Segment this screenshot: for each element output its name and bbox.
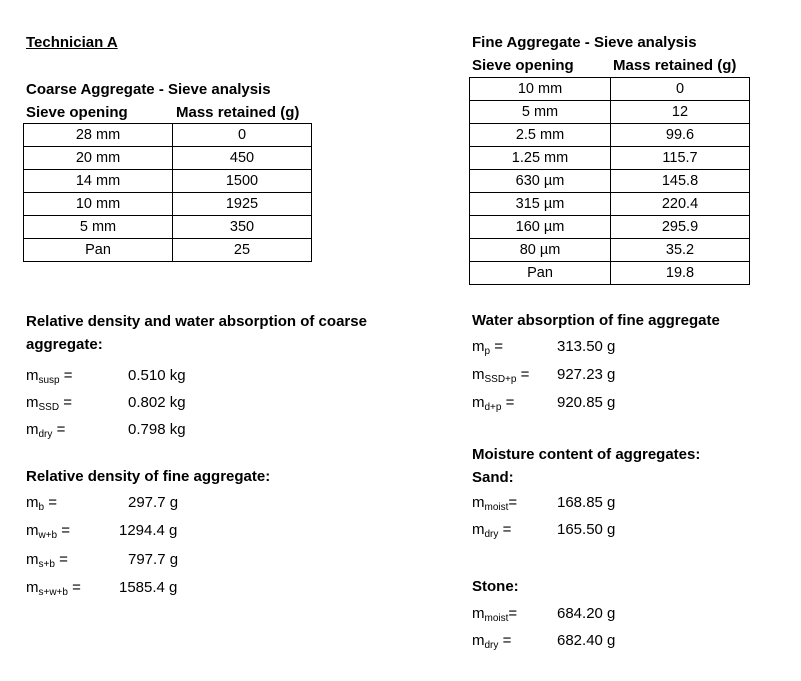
m-ssdp-value: 927.23 g — [557, 366, 616, 383]
table-row — [24, 193, 312, 216]
m-dp-value: 920.85 g — [557, 394, 616, 411]
table-row — [24, 216, 312, 239]
m-p-label: $m_p$ = — [472, 338, 503, 357]
table-row — [24, 147, 312, 170]
mass-retained-cell: 295.9 — [611, 216, 750, 239]
mass-retained-cell: 1500 — [173, 170, 312, 193]
table-row — [470, 78, 750, 101]
table-row — [470, 170, 750, 193]
m-sb-value: 797.7 g — [128, 551, 179, 568]
coarse-density-title-line1: Relative density and water absorption of coarse — [26, 313, 367, 330]
sieve-opening-cell: Pan — [470, 262, 611, 285]
mass-retained-cell: 19.8 — [611, 262, 750, 285]
sieve-opening-cell: 5 mm — [24, 216, 173, 239]
coarse-col-opening-header: Sieve opening — [26, 104, 128, 121]
table-row — [470, 262, 750, 285]
table-row — [470, 239, 750, 262]
sieve-opening-cell: 630 µm — [470, 170, 611, 193]
mass-retained-cell: 450 — [173, 147, 312, 170]
sieve-opening-cell: 20 mm — [24, 147, 173, 170]
fine-density-title: Relative density of fine aggregate: — [26, 468, 271, 485]
m-wb-label: $m_{w+b}$ = — [26, 522, 71, 541]
m-b-label: $m_b$ = — [26, 494, 57, 513]
sieve-opening-cell: 315 µm — [470, 193, 611, 216]
sieve-opening-cell: 14 mm — [24, 170, 173, 193]
technician-label: Technician A — [26, 34, 118, 51]
table-row — [24, 239, 312, 262]
table-row — [24, 124, 312, 147]
sieve-opening-cell: 160 µm — [470, 216, 611, 239]
fine-col-opening-header: Sieve opening — [472, 57, 574, 74]
m-swb-label: $m_{s+w+b}$ = — [26, 579, 81, 598]
sieve-opening-cell: Pan — [24, 239, 173, 262]
fine-col-mass-header: Mass retained (g) — [613, 57, 737, 74]
m-swb-value: 1585.4 g — [119, 579, 178, 596]
m-ssd-label: $m_{SSD}$ = — [26, 394, 72, 413]
table-row — [24, 170, 312, 193]
mass-retained-cell: 1925 — [173, 193, 312, 216]
mass-retained-cell: 350 — [173, 216, 312, 239]
m-susp-label: $m_{susp}$ = — [26, 367, 73, 386]
mass-retained-cell: 25 — [173, 239, 312, 262]
table-row — [470, 101, 750, 124]
stone-m-moist-label: $m_{moist}=$ — [472, 605, 518, 624]
fine-sieve-title: Fine Aggregate - Sieve analysis — [472, 34, 697, 51]
m-dry-label: $m_{dry}$ = — [26, 421, 66, 440]
sieve-opening-cell: 28 mm — [24, 124, 173, 147]
sieve-opening-cell: 10 mm — [470, 78, 611, 101]
stone-label: Stone: — [472, 578, 519, 595]
mass-retained-cell: 115.7 — [611, 147, 750, 170]
m-b-value: 297.7 g — [128, 494, 179, 511]
table-row — [470, 124, 750, 147]
table-row — [470, 216, 750, 239]
m-susp-value: 0.510 kg — [128, 367, 186, 384]
mass-retained-cell: 220.4 — [611, 193, 750, 216]
coarse-col-mass-header: Mass retained (g) — [176, 104, 300, 121]
m-dry-value: 0.798 kg — [128, 421, 186, 438]
table-row — [470, 193, 750, 216]
mass-retained-cell: 0 — [173, 124, 312, 147]
sand-m-dry-label: $m_{dry}$ = — [472, 521, 512, 540]
m-dp-label: $m_{d+p}$ = — [472, 394, 515, 413]
m-ssd-value: 0.802 kg — [128, 394, 186, 411]
sand-m-dry-value: 165.50 g — [557, 521, 616, 538]
coarse-density-title-line2: aggregate: — [26, 336, 103, 353]
sieve-opening-cell: 10 mm — [24, 193, 173, 216]
coarse-sieve-title: Coarse Aggregate - Sieve analysis — [26, 81, 271, 98]
table-row — [470, 147, 750, 170]
sieve-opening-cell: 2.5 mm — [470, 124, 611, 147]
m-sb-label: $m_{s+b}$ = — [26, 551, 68, 570]
mass-retained-cell: 145.8 — [611, 170, 750, 193]
moisture-title: Moisture content of aggregates: — [472, 446, 701, 463]
sand-label: Sand: — [472, 469, 514, 486]
sieve-opening-cell: 5 mm — [470, 101, 611, 124]
sieve-opening-cell: 1.25 mm — [470, 147, 611, 170]
sieve-opening-cell: 80 µm — [470, 239, 611, 262]
mass-retained-cell: 99.6 — [611, 124, 750, 147]
m-ssdp-label: $m_{SSD+p}$ = — [472, 366, 530, 385]
fine-sieve-table — [469, 77, 750, 285]
m-wb-value: 1294.4 g — [119, 522, 178, 539]
stone-m-dry-value: 682.40 g — [557, 632, 616, 649]
mass-retained-cell: 0 — [611, 78, 750, 101]
stone-m-moist-value: 684.20 g — [557, 605, 616, 622]
coarse-sieve-table — [23, 123, 312, 262]
mass-retained-cell: 35.2 — [611, 239, 750, 262]
fine-absorption-title: Water absorption of fine aggregate — [472, 312, 720, 329]
m-p-value: 313.50 g — [557, 338, 616, 355]
mass-retained-cell: 12 — [611, 101, 750, 124]
sand-m-moist-value: 168.85 g — [557, 494, 616, 511]
sand-m-moist-label: $m_{moist}=$ — [472, 494, 518, 513]
stone-m-dry-label: $m_{dry}$ = — [472, 632, 512, 651]
